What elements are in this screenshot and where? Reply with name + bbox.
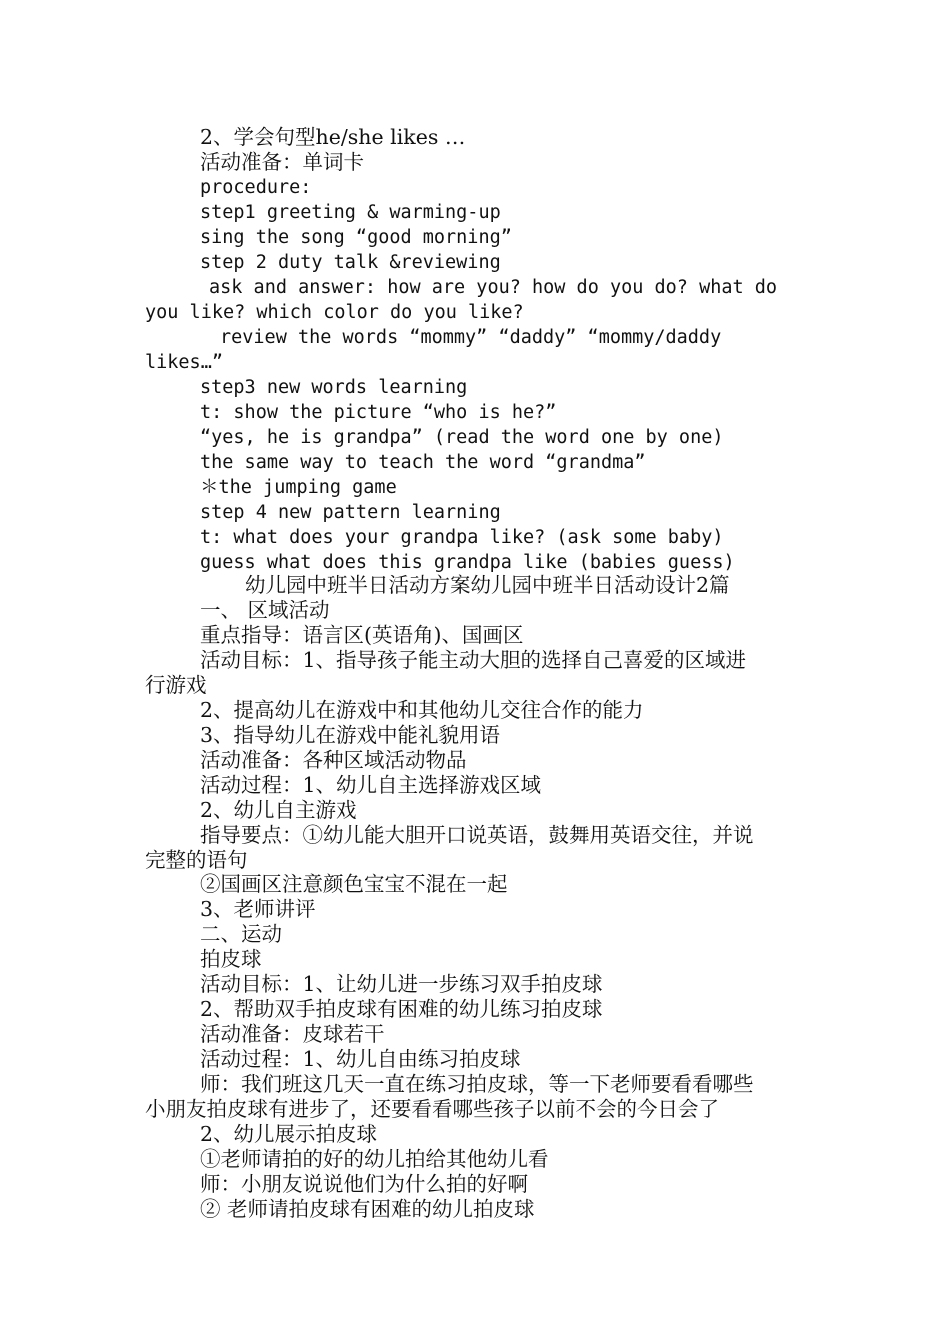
- text-line: 师：小朋友说说他们为什么拍的好啊: [200, 1172, 528, 1196]
- text-line: “yes, he is grandpa” (read the word one by one): [200, 427, 724, 448]
- text-line: ＊the jumping game: [200, 477, 397, 498]
- text-line: guess what does this grandpa like (babies guess): [200, 552, 735, 573]
- text-line: review the words “mommy” “daddy” “mommy/daddy: [220, 327, 722, 348]
- text-line: 小朋友拍皮球有进步了，还要看看哪些孩子以前不会的今日会了: [145, 1097, 719, 1121]
- text-line: 2、提高幼儿在游戏中和其他幼儿交往合作的能力: [200, 698, 644, 722]
- text-line: t: show the picture “who is he?”: [200, 402, 557, 423]
- text-line: 3、指导幼儿在游戏中能礼貌用语: [200, 723, 501, 747]
- text-line: 重点指导：语言区(英语角)、国画区: [200, 623, 524, 647]
- text-line: t: what does your grandpa like? (ask some baby): [200, 527, 724, 548]
- text-line: likes…”: [145, 352, 223, 373]
- text-line: 3、老师讲评: [200, 897, 316, 921]
- text-line: ask and answer: how are you? how do you do? what do: [209, 277, 778, 298]
- text-line: 活动准备：皮球若干: [200, 1022, 385, 1046]
- text-line: step3 new words learning: [200, 377, 468, 398]
- text-line: 活动目标：1、让幼儿进一步练习双手拍皮球: [200, 972, 603, 996]
- text-line: step1 greeting & warming-up: [200, 202, 501, 223]
- text-line: 二、运动: [200, 922, 282, 946]
- text-line: 活动目标：1、指导孩子能主动大胆的选择自己喜爱的区域进: [200, 648, 747, 672]
- text-line: 2、幼儿展示拍皮球: [200, 1122, 378, 1146]
- text-line: sing the song “good morning”: [200, 227, 512, 248]
- text-line: 师：我们班这几天一直在练习拍皮球，等一下老师要看看哪些: [200, 1072, 754, 1096]
- text-line: 拍皮球: [200, 947, 262, 971]
- text-line: 活动准备：单词卡: [200, 150, 364, 174]
- text-line: step 2 duty talk &reviewing: [200, 252, 501, 273]
- text-line: 行游戏: [145, 673, 207, 697]
- text-line: 活动准备：各种区域活动物品: [200, 748, 467, 772]
- text-line: 2、学会句型he/she likes …: [200, 125, 466, 149]
- text-line: 2、幼儿自主游戏: [200, 798, 357, 822]
- section-title: 幼儿园中班半日活动方案幼儿园中班半日活动设计2篇: [245, 573, 730, 597]
- text-line: 2、帮助双手拍皮球有困难的幼儿练习拍皮球: [200, 997, 603, 1021]
- text-line: ② 老师请拍皮球有困难的幼儿拍皮球: [200, 1197, 535, 1221]
- text-line: 完整的语句: [145, 848, 248, 872]
- text-line: the same way to teach the word “grandma”: [200, 452, 646, 473]
- text-line: ②国画区注意颜色宝宝不混在一起: [200, 872, 508, 896]
- text-line: 活动过程：1、幼儿自由练习拍皮球: [200, 1047, 521, 1071]
- text-line: step 4 new pattern learning: [200, 502, 501, 523]
- text-line: you like? which color do you like?: [145, 302, 524, 323]
- text-line: ①老师请拍的好的幼儿拍给其他幼儿看: [200, 1147, 549, 1171]
- text-line: 一、 区域活动: [200, 598, 330, 622]
- text-line: procedure:: [200, 177, 312, 198]
- text-line: 活动过程：1、幼儿自主选择游戏区域: [200, 773, 542, 797]
- text-line: 指导要点：①幼儿能大胆开口说英语，鼓舞用英语交往，并说: [200, 823, 754, 847]
